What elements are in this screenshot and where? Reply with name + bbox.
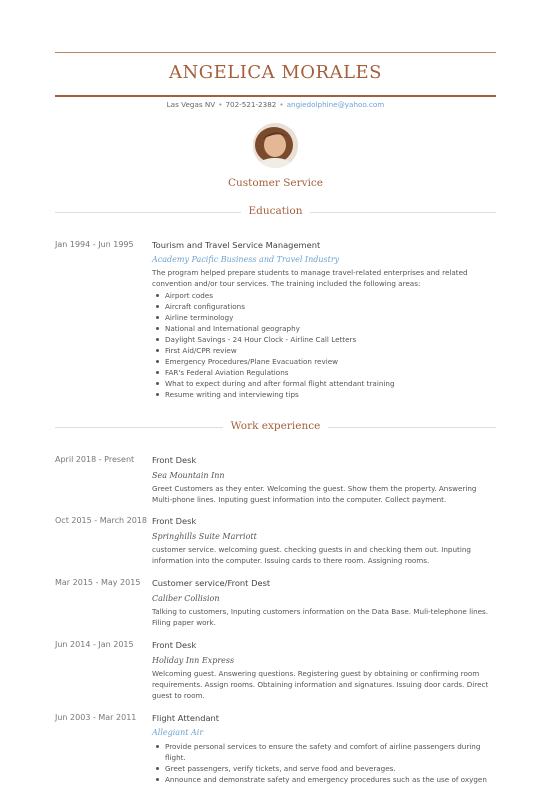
entry-description: customer service. welcoming guest. checking guests in and checking them out. Inputing information into the computer. Issuing cards to there room. Assigning rooms. (152, 545, 471, 565)
list-item: Resume writing and interviewing tips (165, 389, 496, 400)
candidate-name: ANGELICA MORALES (169, 62, 382, 83)
entry-description: Welcoming guest. Answering questions. Registering guest by obtaining or confirming room requirements. Assign rooms. Obtaining information and signatures. Issuing door cards. Direct guest to room. (152, 669, 489, 700)
avatar-photo (253, 123, 298, 168)
entry-bullet-list (152, 290, 496, 400)
entry-organization: Holiday Inn Express (152, 656, 235, 665)
entry-organization-link[interactable]: Allegiant Air (152, 728, 204, 737)
section-education (55, 205, 496, 219)
entry-title: Front Desk (152, 640, 197, 650)
entry-date: April 2018 - Present (55, 455, 135, 464)
avatar (253, 123, 298, 168)
list-item: Airline terminology (165, 312, 496, 323)
list-item: Greet passengers, verify tickets, and serve food and beverages. (165, 763, 496, 774)
entry-organization: Springhills Suite Marriott (152, 532, 257, 541)
entry-date: Oct 2015 - March 2018 (55, 516, 147, 525)
section-title-education: Education (241, 205, 311, 217)
section-work-experience (55, 420, 496, 434)
list-item: First Aid/CPR review (165, 345, 496, 356)
entry-description: Greet Customers as they enter. Welcoming the guest. Show them the property. Answering Multi-phone lines. Inputing guest information into the computer. Collect payment. (152, 484, 477, 504)
job-title: Customer Service (227, 177, 324, 189)
list-item: What to expect during and after formal flight attendant training (165, 378, 496, 389)
entry-date: Jun 2003 - Mar 2011 (55, 713, 137, 722)
entry-date: Jan 1994 - Jun 1995 (55, 240, 134, 249)
entry-date: Jun 2014 - Jan 2015 (55, 640, 134, 649)
list-item: Emergency Procedures/Plane Evacuation review (165, 356, 496, 367)
header-top-rule (55, 52, 496, 53)
entry-description: The program helped prepare students to manage travel-related enterprises and related convention and/or tour services. The training included the following areas: (152, 268, 468, 288)
entry-description: Talking to customers, Inputing customers information on the Data Base. Muli-telephone lines. Filing paper work. (152, 607, 489, 627)
entry-title: Front Desk (152, 455, 197, 465)
list-item: Provide personal services to ensure the safety and comfort of airline passengers during flight. (165, 741, 496, 763)
entry-title: Customer service/Front Dest (152, 578, 271, 588)
entry-bullet-list (152, 741, 496, 785)
entry-organization: Sea Mountain Inn (152, 471, 225, 480)
entry-organization: Caliber Collision (152, 594, 220, 603)
separator-dot: • (279, 100, 284, 109)
list-item: Daylight Savings - 24 Hour Clock - Airline Call Letters (165, 334, 496, 345)
contact-phone: 702-521-2382 (225, 100, 277, 109)
list-item: Airport codes (165, 290, 496, 301)
list-item: National and International geography (165, 323, 496, 334)
entry-title: Flight Attendant (152, 713, 220, 723)
contact-location: Las Vegas NV (166, 100, 216, 109)
list-item: FAR's Federal Aviation Regulations (165, 367, 496, 378)
entry-date: Mar 2015 - May 2015 (55, 578, 141, 587)
separator-dot: • (218, 100, 223, 109)
contact-line (0, 100, 551, 109)
list-item: Aircraft configurations (165, 301, 496, 312)
section-title-work-experience: Work experience (223, 420, 329, 432)
entry-organization-link[interactable]: Academy Pacific Business and Travel Industry (152, 255, 340, 264)
contact-email-link[interactable]: angiedolphine@yahoo.com (286, 100, 385, 109)
entry-title: Tourism and Travel Service Management (152, 240, 321, 250)
header-bottom-rule (55, 95, 496, 97)
entry-title: Front Desk (152, 516, 197, 526)
list-item: Announce and demonstrate safety and emergency procedures such as the use of oxygen (165, 774, 496, 785)
